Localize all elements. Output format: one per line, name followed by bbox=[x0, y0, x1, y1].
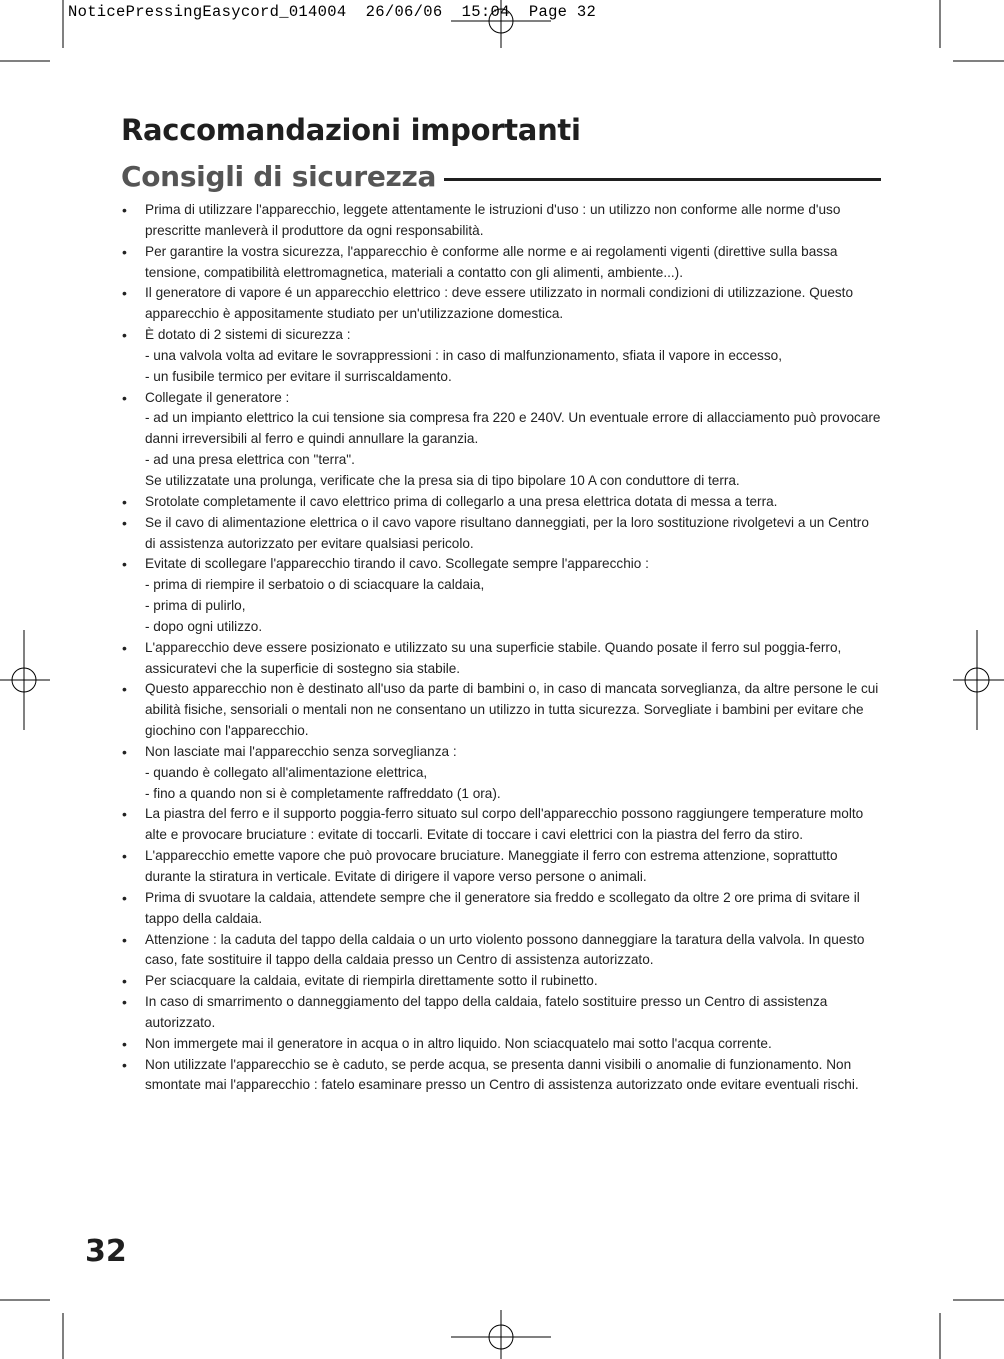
list-item bbox=[121, 200, 883, 242]
list-item bbox=[121, 742, 883, 805]
list-item bbox=[121, 1034, 883, 1055]
print-header: NoticePressingEasycord_014004 26/06/06 15:04 Page 32 bbox=[68, 3, 597, 21]
item-line: • È dotato di 2 sistemi di sicurezza : bbox=[145, 327, 351, 343]
item-line: • Per garantire la vostra sicurezza, l'apparecchio è conforme alle norme e ai regolamenti vigenti (direttive sulla bassa tensione, compatibilità elettromagnetica, materiali a contatto con gli alimenti, ambiente...). bbox=[145, 243, 838, 280]
list-item bbox=[121, 930, 883, 972]
list-item bbox=[121, 283, 883, 325]
item-line: - quando è collegato all'alimentazione elettrica, bbox=[145, 764, 428, 780]
item-line: - prima di pulirlo, bbox=[145, 598, 246, 614]
item-line: • Se il cavo di alimentazione elettrica o il cavo vapore risultano danneggiati, per la loro sostituzione rivolgetevi a un Centro di assistenza autorizzato per evitare qualsiasi pericolo. bbox=[145, 514, 869, 551]
heading-rule bbox=[444, 178, 881, 181]
list-item bbox=[121, 888, 883, 930]
list-item bbox=[121, 846, 883, 888]
item-line: • L'apparecchio emette vapore che può provocare bruciature. Maneggiate il ferro con estrema attenzione, soprattutto durante la stiratura in verticale. Evitate di dirigere il vapore verso persone o animali. bbox=[145, 848, 838, 884]
item-line: • In caso di smarrimento o danneggiamento del tappo della caldaia, fatelo sostituire presso un Centro di assistenza autorizzato. bbox=[145, 994, 828, 1030]
item-line: • L'apparecchio deve essere posizionato e utilizzato su una superficie stabile. Quando posate il ferro sul poggia-ferro, assicuratevi che la superficie di sostegno sia stabile. bbox=[145, 639, 842, 676]
list-item bbox=[121, 325, 883, 388]
page-number: 32 bbox=[85, 1234, 127, 1269]
item-line: • Evitate di scollegare l'apparecchio tirando il cavo. Scollegate sempre l'apparecchio : bbox=[145, 556, 649, 572]
item-line: • Attenzione : la caduta del tappo della caldaia o un urto violento possono danneggiare la taratura della valvola. In questo caso, fate sostituire il tappo della caldaia presso un Centro di assistenza autorizzato. bbox=[145, 931, 865, 968]
item-line: • Non utilizzate l'apparecchio se è caduto, se perde acqua, se presenta danni visibili o anomalie di funzionamento. Non smontate mai l'apparecchio : fatelo esaminare presso un Centro di assistenza autorizzato onde evitare eventuali rischi. bbox=[145, 1056, 859, 1093]
list-item bbox=[121, 242, 883, 284]
item-line: - ad un impianto elettrico la cui tensione sia compresa fra 220 e 240V. Un eventuale errore di allacciamento può provocare danni irreversibili al ferro e quindi annullare la garanzia. bbox=[145, 410, 881, 447]
list-item bbox=[121, 804, 883, 846]
list-item bbox=[121, 1055, 883, 1097]
item-line: - dopo ogni utilizzo. bbox=[145, 618, 263, 634]
list-item bbox=[121, 992, 883, 1034]
section-title: Consigli di sicurezza bbox=[121, 160, 437, 193]
item-line: Se utilizzatate una prolunga, verificate che la presa sia di tipo bipolare 10 A con conduttore di terra. bbox=[145, 472, 740, 488]
page-title: Raccomandazioni importanti bbox=[121, 113, 581, 147]
item-line: • Prima di svuotare la caldaia, attendete sempre che il generatore sia freddo e scollegato da oltre 2 ore prima di svitare il tappo della caldaia. bbox=[145, 889, 860, 926]
item-line: • Il generatore di vapore é un apparecchio elettrico : deve essere utilizzato in normali condizioni di utilizzazione. Questo apparecchio è appositamente studiato per un'utilizzazione domestica. bbox=[145, 285, 854, 322]
item-line: • Non lasciate mai l'apparecchio senza sorveglianza : bbox=[145, 743, 457, 759]
item-line: • Prima di utilizzare l'apparecchio, leggete attentamente le istruzioni d'uso : un utilizzo non conforme alle norme d'uso prescritte manleverà il produttore da ogni responsabilità. bbox=[145, 202, 841, 238]
list-item bbox=[121, 388, 883, 492]
list-item bbox=[121, 679, 883, 742]
item-line: • Per sciacquare la caldaia, evitate di riempirla direttamente sotto il rubinetto. bbox=[145, 973, 598, 989]
list-item bbox=[121, 971, 883, 992]
list-item bbox=[121, 554, 883, 637]
section-heading bbox=[121, 160, 881, 193]
item-line: • Collegate il generatore : bbox=[145, 389, 290, 405]
item-line: • Questo apparecchio non è destinato all'uso da parte di bambini o, in caso di mancata sorveglianza, da altre persone le cui abilità fisiche, sensoriali o mentali non ne consentano un utilizzo in tutta sicurezza. Sorvegliate i bambini per evitare che giochino con l'apparecchio. bbox=[145, 681, 879, 739]
list-item bbox=[121, 513, 883, 555]
safety-list bbox=[121, 200, 883, 1096]
item-line: - una valvola volta ad evitare le sovrappressioni : in caso di malfunzionamento, sfiata il vapore in eccesso, bbox=[145, 347, 782, 363]
list-item bbox=[121, 638, 883, 680]
item-line: • Srotolate completamente il cavo elettrico prima di collegarlo a una presa elettrica dotata di messa a terra. bbox=[145, 493, 778, 509]
item-line: - un fusibile termico per evitare il surriscaldamento. bbox=[145, 368, 452, 384]
item-line: - prima di riempire il serbatoio o di sciacquare la caldaia, bbox=[145, 577, 485, 593]
item-line: • La piastra del ferro e il supporto poggia-ferro situato sul corpo dell'apparecchio possono raggiungere temperature molto alte e provocare bruciature : evitate di toccarli. Evitate di toccare i cavi elettrici con la piastra del ferro da stiro. bbox=[145, 806, 864, 843]
item-line: - ad una presa elettrica con "terra". bbox=[145, 452, 355, 468]
list-item bbox=[121, 492, 883, 513]
item-line: • Non immergete mai il generatore in acqua o in altro liquido. Non sciacquatelo mai sotto l'acqua corrente. bbox=[145, 1035, 772, 1051]
item-line: - fino a quando non si è completamente raffreddato (1 ora). bbox=[145, 785, 501, 801]
